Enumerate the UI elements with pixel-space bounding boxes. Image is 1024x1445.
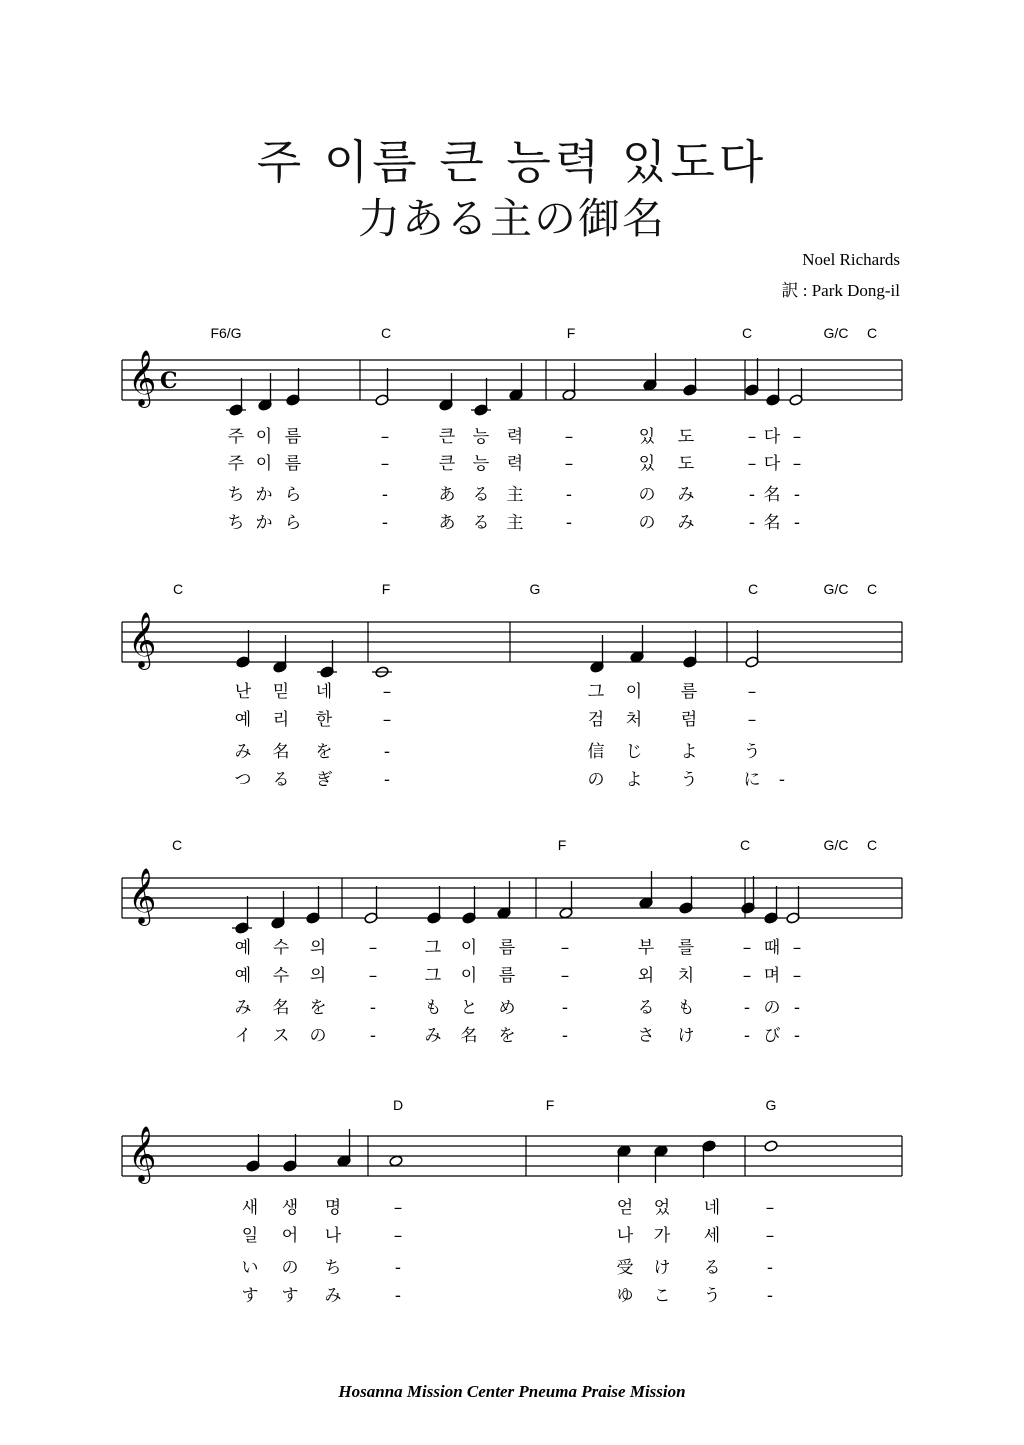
chord-symbol: G/C bbox=[823, 837, 849, 853]
lyric-syllable: 부 bbox=[637, 938, 655, 958]
lyric-syllable: – bbox=[747, 682, 757, 702]
lyric-syllable: - bbox=[793, 998, 801, 1018]
chord-symbol: C bbox=[380, 325, 392, 341]
treble-clef-icon: 𝄞 bbox=[128, 350, 157, 406]
lyric-syllable: 외 bbox=[637, 966, 655, 986]
lyric-syllable: つ bbox=[234, 770, 252, 790]
lyric-syllable: み bbox=[677, 485, 695, 505]
title-japanese: 力ある主の御名 bbox=[357, 194, 666, 243]
lyric-syllable: 名 bbox=[460, 1026, 478, 1046]
lyric-syllable: – bbox=[560, 966, 570, 986]
chord-symbol: F bbox=[557, 837, 567, 853]
staff-system-1 bbox=[122, 350, 902, 416]
lyric-syllable: の bbox=[309, 1026, 327, 1046]
lyric-syllable: - bbox=[381, 513, 389, 533]
lyric-syllable: ら bbox=[284, 485, 302, 505]
lyric-syllable: - bbox=[748, 485, 756, 505]
lyric-syllable: – bbox=[382, 710, 392, 730]
lyric-syllable: 주 bbox=[227, 427, 245, 447]
lyric-syllable: め bbox=[498, 998, 516, 1018]
lyric-syllable: 력 bbox=[506, 427, 524, 447]
lyric-syllable: 름 bbox=[498, 966, 516, 986]
lyric-syllable: - bbox=[383, 770, 391, 790]
lyric-syllable: い bbox=[241, 1258, 259, 1278]
lyric-syllable: イ bbox=[234, 1026, 252, 1046]
lyric-syllable: 검 bbox=[587, 710, 605, 730]
lyric-syllable: を bbox=[309, 998, 327, 1018]
lyric-syllable: – bbox=[792, 938, 802, 958]
lyric-syllable: か bbox=[255, 513, 273, 533]
lyric-syllable: 처 bbox=[625, 710, 643, 730]
lyric-syllable: み bbox=[677, 513, 695, 533]
lyric-syllable: – bbox=[742, 966, 752, 986]
lyric-syllable: - bbox=[766, 1286, 774, 1306]
lyric-syllable: 한 bbox=[315, 710, 333, 730]
lyric-syllable: 어 bbox=[281, 1226, 299, 1246]
lyric-syllable: 名 bbox=[272, 742, 290, 762]
note-head bbox=[389, 1155, 403, 1167]
note-head bbox=[764, 1140, 778, 1152]
lyric-syllable: も bbox=[677, 998, 695, 1018]
lyric-syllable: 이 bbox=[625, 682, 643, 702]
lyric-syllable: 그 bbox=[587, 682, 605, 702]
chord-symbol: C bbox=[739, 837, 751, 853]
chord-symbol: G/C bbox=[823, 325, 849, 341]
lyric-syllable: 믿 bbox=[272, 682, 290, 702]
lyric-syllable: ゆ bbox=[616, 1286, 634, 1306]
title-korean: 주 이름 큰 능력 있도다 bbox=[256, 135, 768, 189]
lyric-syllable: 리 bbox=[272, 710, 290, 730]
lyric-syllable: あ bbox=[438, 485, 456, 505]
lyric-syllable: ら bbox=[284, 513, 302, 533]
lyric-syllable: る bbox=[272, 770, 290, 790]
lyric-syllable: ち bbox=[227, 485, 245, 505]
lyric-syllable: 네 bbox=[703, 1198, 721, 1218]
lyric-syllable: – bbox=[792, 454, 802, 474]
lyric-syllable: 의 bbox=[309, 938, 327, 958]
lyric-syllable: – bbox=[380, 427, 390, 447]
treble-clef-icon: 𝄞 bbox=[128, 868, 157, 924]
lyric-syllable: 름 bbox=[284, 427, 302, 447]
lyric-syllable: 생 bbox=[281, 1198, 299, 1218]
lyric-syllable: 얻 bbox=[616, 1198, 634, 1218]
lyric-syllable: す bbox=[281, 1286, 299, 1306]
lyric-syllable: み bbox=[324, 1286, 342, 1306]
lyric-syllable: - bbox=[743, 998, 751, 1018]
lyric-syllable: – bbox=[382, 682, 392, 702]
lyric-syllable: 主 bbox=[506, 485, 524, 505]
lyric-syllable: 受 bbox=[616, 1258, 634, 1278]
chord-symbol: C bbox=[747, 581, 759, 597]
lyric-syllable: – bbox=[747, 427, 757, 447]
lyric-syllable: の bbox=[587, 770, 605, 790]
lyric-syllable: 세 bbox=[703, 1226, 721, 1246]
lyric-syllable: - bbox=[369, 998, 377, 1018]
lyric-syllable: 난 bbox=[234, 682, 252, 702]
chord-symbol: F bbox=[545, 1097, 555, 1113]
chord-symbol: G bbox=[529, 581, 541, 597]
lyric-syllable: み bbox=[234, 742, 252, 762]
lyric-syllable: - bbox=[766, 1258, 774, 1278]
lyric-syllable: る bbox=[703, 1258, 721, 1278]
lyric-syllable: 도 bbox=[677, 427, 695, 447]
lyric-syllable: 수 bbox=[272, 966, 290, 986]
lyric-syllable: - bbox=[561, 998, 569, 1018]
lyric-syllable: 도 bbox=[677, 454, 695, 474]
lyric-syllable: - bbox=[778, 770, 786, 790]
lyric-syllable: 名 bbox=[763, 485, 781, 505]
lyric-syllable: 예 bbox=[234, 938, 252, 958]
treble-clef-icon: 𝄞 bbox=[128, 612, 157, 668]
lyric-syllable: 信 bbox=[587, 742, 605, 762]
lyric-syllable: - bbox=[394, 1258, 402, 1278]
lyric-syllable: を bbox=[498, 1026, 516, 1046]
chord-symbol: D bbox=[392, 1097, 404, 1113]
staff-system-3 bbox=[122, 868, 902, 934]
lyric-syllable: - bbox=[565, 485, 573, 505]
lyric-syllable: – bbox=[560, 938, 570, 958]
lyric-syllable: の bbox=[281, 1258, 299, 1278]
lyric-syllable: – bbox=[792, 966, 802, 986]
lyric-syllable: 름 bbox=[284, 454, 302, 474]
lyric-syllable: あ bbox=[438, 513, 456, 533]
lyric-syllable: 명 bbox=[324, 1198, 342, 1218]
lyric-syllable: と bbox=[460, 998, 478, 1018]
lyric-syllable: - bbox=[793, 513, 801, 533]
lyric-syllable: け bbox=[653, 1258, 671, 1278]
lyric-syllable: 그 bbox=[424, 966, 442, 986]
translator-credit: 訳 : Park Dong-il bbox=[781, 281, 900, 300]
lyric-syllable: - bbox=[561, 1026, 569, 1046]
treble-clef-icon: 𝄞 bbox=[128, 1126, 157, 1182]
lyric-syllable: 력 bbox=[506, 454, 524, 474]
lyric-syllable: – bbox=[747, 454, 757, 474]
lyric-syllable: 수 bbox=[272, 938, 290, 958]
chord-symbol: G bbox=[765, 1097, 777, 1113]
lyric-syllable: – bbox=[393, 1198, 403, 1218]
lyric-syllable: 主 bbox=[506, 513, 524, 533]
lyric-syllable: 었 bbox=[653, 1198, 671, 1218]
lyric-syllable: – bbox=[393, 1226, 403, 1246]
lyric-syllable: こ bbox=[653, 1286, 671, 1306]
lyric-syllable: - bbox=[565, 513, 573, 533]
staff-system-2 bbox=[122, 612, 902, 678]
lyric-syllable: 네 bbox=[315, 682, 333, 702]
lyric-syllable: を bbox=[315, 742, 333, 762]
lyric-syllable: 다 bbox=[763, 427, 781, 447]
chord-symbol: C bbox=[866, 581, 878, 597]
lyric-syllable: 큰 bbox=[438, 427, 456, 447]
lyric-syllable: – bbox=[765, 1226, 775, 1246]
lyric-syllable: 의 bbox=[309, 966, 327, 986]
lyric-syllable: ぎ bbox=[315, 770, 333, 790]
time-signature: C bbox=[160, 368, 178, 394]
lyric-syllable: - bbox=[748, 513, 756, 533]
lyric-syllable: ス bbox=[272, 1026, 290, 1046]
lyric-syllable: う bbox=[743, 742, 761, 762]
lyric-syllable: 일 bbox=[241, 1226, 259, 1246]
footer-credit: Hosanna Mission Center Pneuma Praise Mission bbox=[338, 1382, 686, 1401]
lyric-syllable: も bbox=[424, 998, 442, 1018]
lyric-syllable: – bbox=[380, 454, 390, 474]
lyric-syllable: – bbox=[564, 427, 574, 447]
lyric-syllable: 다 bbox=[763, 454, 781, 474]
lyric-syllable: の bbox=[763, 998, 781, 1018]
lyric-syllable: 名 bbox=[763, 513, 781, 533]
chord-symbol: F bbox=[566, 325, 576, 341]
lyric-syllable: み bbox=[424, 1026, 442, 1046]
lyric-syllable: 를 bbox=[677, 938, 695, 958]
lyric-syllable: さ bbox=[637, 1026, 655, 1046]
lyric-syllable: – bbox=[368, 938, 378, 958]
lyric-syllable: – bbox=[368, 966, 378, 986]
lyric-syllable: 치 bbox=[677, 966, 695, 986]
lyric-syllable: 이 bbox=[255, 427, 273, 447]
lyric-syllable: 가 bbox=[653, 1226, 671, 1246]
chord-symbol: C bbox=[866, 837, 878, 853]
lyric-syllable: み bbox=[234, 998, 252, 1018]
lyric-syllable: 예 bbox=[234, 966, 252, 986]
lyric-syllable: 능 bbox=[472, 427, 490, 447]
lyric-syllable: 이 bbox=[460, 938, 478, 958]
lyric-syllable: - bbox=[381, 485, 389, 505]
chord-symbol: F6/G bbox=[210, 325, 242, 341]
lyric-syllable: る bbox=[472, 513, 490, 533]
lyric-syllable: う bbox=[703, 1286, 721, 1306]
lyric-syllable: 새 bbox=[241, 1198, 259, 1218]
lyric-syllable: 이 bbox=[255, 454, 273, 474]
lyric-syllable: – bbox=[765, 1198, 775, 1218]
lyric-syllable: 나 bbox=[616, 1226, 634, 1246]
chord-symbol: F bbox=[381, 581, 391, 597]
lyric-syllable: – bbox=[742, 938, 752, 958]
lyric-syllable: 그 bbox=[424, 938, 442, 958]
lyric-syllable: 능 bbox=[472, 454, 490, 474]
lyric-syllable: 며 bbox=[763, 966, 781, 986]
lyric-syllable: の bbox=[638, 485, 656, 505]
lyric-syllable: び bbox=[763, 1026, 781, 1046]
lyric-syllable: る bbox=[472, 485, 490, 505]
lyric-syllable: よ bbox=[680, 742, 698, 762]
lyric-syllable: 예 bbox=[234, 710, 252, 730]
lyric-syllable: 나 bbox=[324, 1226, 342, 1246]
lyric-syllable: 름 bbox=[498, 938, 516, 958]
lyric-syllable: じ bbox=[625, 742, 643, 762]
lyric-syllable: る bbox=[637, 998, 655, 1018]
lyric-syllable: 큰 bbox=[438, 454, 456, 474]
lyric-syllable: 주 bbox=[227, 454, 245, 474]
lyric-syllable: - bbox=[369, 1026, 377, 1046]
lyric-syllable: - bbox=[383, 742, 391, 762]
lyric-syllable: す bbox=[241, 1286, 259, 1306]
composer-credit: Noel Richards bbox=[802, 250, 900, 269]
lyric-syllable: 있 bbox=[638, 427, 656, 447]
lyric-syllable: 이 bbox=[460, 966, 478, 986]
lyric-syllable: – bbox=[564, 454, 574, 474]
chord-symbol: C bbox=[866, 325, 878, 341]
lyric-syllable: に bbox=[743, 770, 761, 790]
lyric-syllable: の bbox=[638, 513, 656, 533]
lyric-syllable: - bbox=[743, 1026, 751, 1046]
lyric-syllable: – bbox=[792, 427, 802, 447]
lyric-syllable: 있 bbox=[638, 454, 656, 474]
lyric-syllable: – bbox=[747, 710, 757, 730]
chord-symbol: G/C bbox=[823, 581, 849, 597]
chord-symbol: C bbox=[171, 837, 183, 853]
lyric-syllable: う bbox=[680, 770, 698, 790]
lyric-syllable: - bbox=[793, 1026, 801, 1046]
lyric-syllable: 럼 bbox=[680, 710, 698, 730]
lyric-syllable: ち bbox=[324, 1258, 342, 1278]
chord-symbol: C bbox=[172, 581, 184, 597]
lyric-syllable: け bbox=[677, 1026, 695, 1046]
lyric-syllable: か bbox=[255, 485, 273, 505]
chord-symbol: C bbox=[741, 325, 753, 341]
lyric-syllable: 名 bbox=[272, 998, 290, 1018]
lyric-syllable: 때 bbox=[763, 938, 781, 958]
staff-system-4 bbox=[122, 1126, 902, 1184]
lyric-syllable: 름 bbox=[680, 682, 698, 702]
lyric-syllable: よ bbox=[625, 770, 643, 790]
lyric-syllable: ち bbox=[227, 513, 245, 533]
lyric-syllable: - bbox=[394, 1286, 402, 1306]
lyric-syllable: - bbox=[793, 485, 801, 505]
